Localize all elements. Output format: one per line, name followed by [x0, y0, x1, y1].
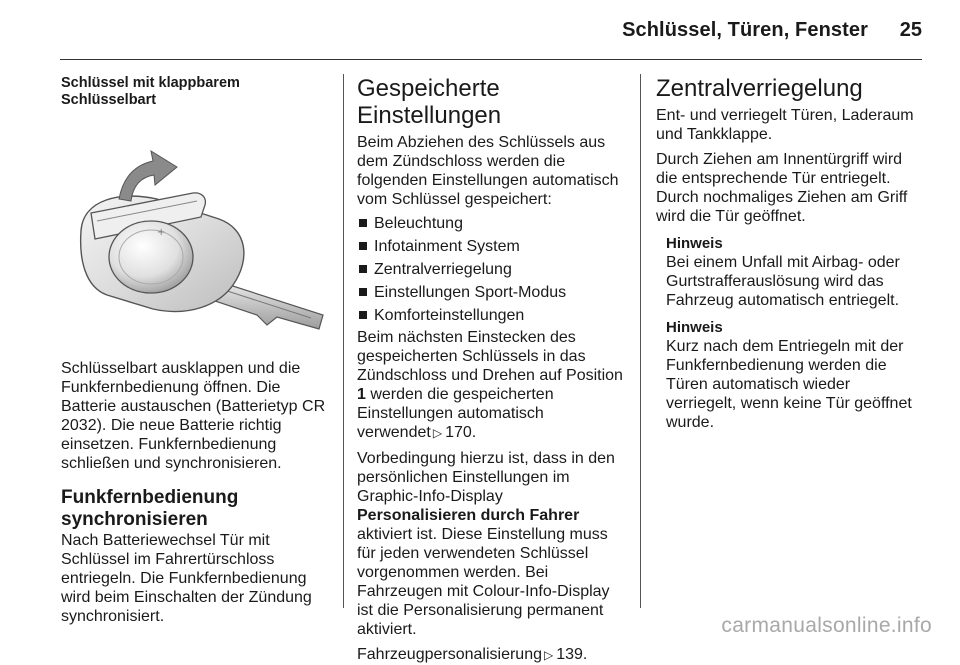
list-item: Einstellungen Sport-Modus	[357, 283, 625, 302]
column-divider-2	[640, 74, 641, 608]
list-item: Infotainment System	[357, 237, 625, 256]
column-3	[656, 75, 922, 432]
bullet-square-icon	[359, 242, 367, 250]
page-ref-link[interactable]: 170.	[445, 424, 477, 441]
note-label: Hinweis	[666, 319, 723, 336]
page-number: 25	[899, 19, 922, 41]
stored-settings-heading: Gespeicherte Einstellungen	[357, 75, 502, 129]
central-locking-para1: Ent- und verriegelt Türen, Laderaum und Tankklappe.	[656, 107, 914, 143]
bullet-square-icon	[359, 265, 367, 273]
list-item: Komforteinstellungen	[357, 306, 625, 325]
note-text: Kurz nach dem Entriegeln mit der Funkfernbedienung werden die Türen automatisch wieder verriegelt, wenn keine Tür geöffnet wurde.	[666, 338, 912, 431]
page-header	[0, 0, 960, 64]
page-ref-arrow-icon: ▷	[544, 648, 554, 662]
personalization-paragraph: Fahrzeugpersonalisierung ▷ 139.	[357, 646, 588, 663]
coin-battery	[109, 221, 193, 293]
watermark: carmanualsonline.info	[721, 614, 932, 637]
reinsert-paragraph: Beim nächsten Einstecken des gespeicherten Schlüssels in das Zündschloss und Drehen auf Position 1 werden die gespeicherten Einstellungen automatisch verwendet ▷ 170.	[357, 329, 623, 441]
sync-text: Nach Batteriewechsel Tür mit Schlüssel im Fahrertürschloss entriegeln. Die Funkfernbedienung wird beim Einschalten der Zündung synchronisiert.	[61, 532, 312, 625]
note-relock	[666, 319, 922, 432]
bullet-square-icon	[359, 288, 367, 296]
page-ref-arrow-icon: ▷	[432, 426, 443, 440]
page-ref-link[interactable]: 139.	[556, 646, 588, 663]
note-label: Hinweis	[666, 235, 723, 252]
stored-settings-list	[357, 214, 625, 325]
chapter-title: Schlüssel, Türen, Fenster	[622, 19, 868, 41]
list-item: Beleuchtung	[357, 214, 625, 233]
central-locking-para2: Durch Ziehen am Innentürgriff wird die entsprechende Tür entriegelt. Durch nochmaliges Ziehen am Griff wird die Tür geöffnet.	[656, 151, 908, 225]
note-text: Bei einem Unfall mit Airbag- oder Gurtstrafferauslösung wird das Fahrzeug automatisch entriegelt.	[666, 254, 900, 309]
sync-heading: Funkfernbedienung synchronisieren	[61, 487, 239, 530]
column-divider-1	[343, 74, 344, 608]
stored-settings-intro: Beim Abziehen des Schlüssels aus dem Zündschloss werden die folgenden Einstellungen automatisch vom Schlüssel gespeichert:	[357, 134, 619, 208]
precondition-paragraph: Vorbedingung hierzu ist, dass in den persönlichen Einstellungen im Graphic-Info-Display Personalisieren durch Fahrer aktiviert ist. Diese Einstellung muss für jeden verwendeten Schlüssel vorgenommen werden. Bei Fahrzeugen mit Colour-Info-Display ist die Personalisierung permanent aktiviert.	[357, 450, 615, 638]
key-subheading: Schlüssel mit klappbarem Schlüsselbart	[61, 75, 240, 108]
header-divider	[60, 59, 922, 60]
central-locking-heading: Zentralverriegelung	[656, 75, 863, 102]
note-airbag	[666, 235, 922, 310]
column-2	[357, 75, 625, 665]
open-direction-arrow	[119, 151, 177, 201]
bullet-square-icon	[359, 311, 367, 319]
list-item: Zentralverriegelung	[357, 260, 625, 279]
figure-caption: Schlüsselbart ausklappen und die Funkfernbedienung öffnen. Die Batterie austauschen (Batterietyp CR 2032). Die neue Batterie richtig einsetzen. Funkfernbedienung schließen und synchronisieren.	[61, 360, 326, 472]
bullet-square-icon	[359, 219, 367, 227]
svg-text:+: +	[157, 227, 166, 238]
key-battery-illustration	[61, 139, 327, 349]
column-1	[61, 75, 329, 626]
